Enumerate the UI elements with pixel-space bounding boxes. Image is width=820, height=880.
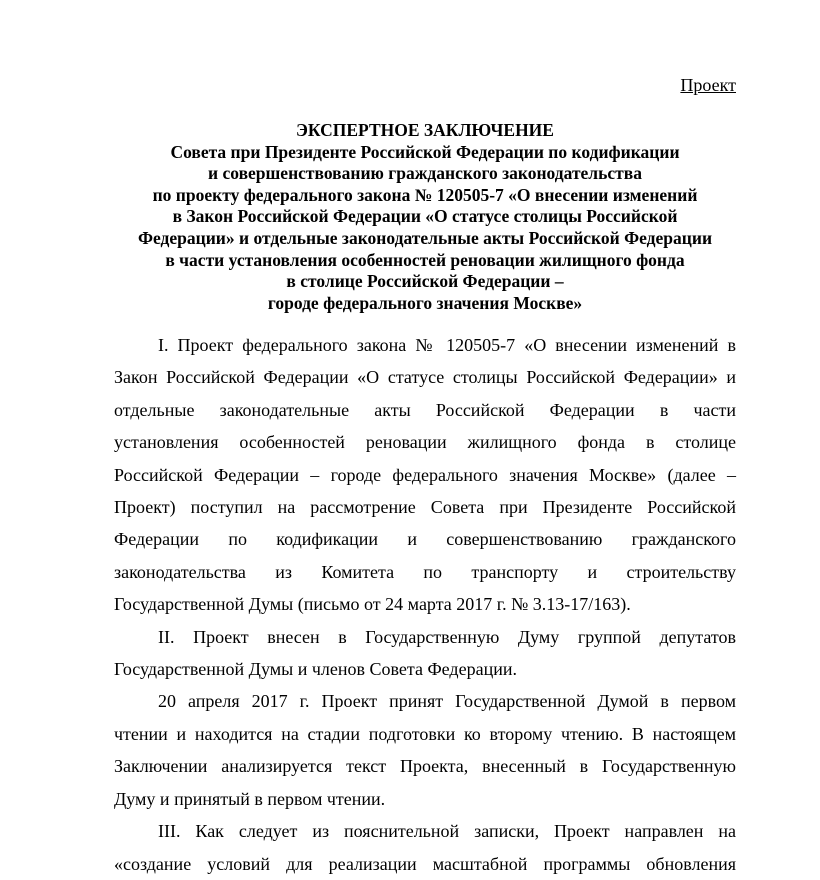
paragraph-line: Закон Российской Федерации «О статусе столицы Российской Федерации» и [114,367,736,388]
paragraph-line: «создание условий для реализации масштабной программы обновления [114,853,736,874]
paragraph-line: I. Проект федерального закона № 120505-7 «О внесении изменений в [158,335,736,355]
paragraph-line: Государственной Думы (письмо от 24 марта 2017 г. № 3.13-17/163). [114,594,631,615]
paragraph-line: отдельные законодательные акты Российской Федерации в части [114,399,736,420]
title-line: по проекту федерального закона № 120505-7 «О внесении изменений [152,184,698,205]
paragraph-1 [114,329,736,621]
paragraph-line: установления особенностей реновации жилищного фонда в столице [114,432,736,453]
paragraph-3 [114,685,736,815]
project-label: Проект [680,75,736,95]
paragraph-line: Федерации по кодификации и совершенствованию гражданского [114,529,736,550]
title-line: Совета при Президенте Российской Федерации по кодификации [170,141,680,162]
document-title [114,120,736,314]
title-line: в столице Российской Федерации – [286,271,564,292]
paragraph-line: III. Как следует из пояснительной записки, Проект направлен на [158,821,736,842]
paragraph-line: 20 апреля 2017 г. Проект принят Государственной Думой в первом [158,691,736,712]
document-body [114,329,736,880]
title-line: в Закон Российской Федерации «О статусе столицы Российской [172,206,678,227]
title-line: в части установления особенностей реновации жилищного фонда [165,249,685,270]
paragraph-line: чтении и находится на стадии подготовки ко второму чтению. В настоящем [114,723,736,744]
title-line: Федерации» и отдельные законодательные акты Российской Федерации [137,227,713,248]
paragraph-line: законодательства из Комитета по транспорту и строительству [114,561,736,582]
paragraph-4 [114,815,736,880]
paragraph-line: Думу и принятый в первом чтении. [114,788,386,809]
title-line: ЭКСПЕРТНОЕ ЗАКЛЮЧЕНИЕ [296,120,554,140]
paragraph-line: Российской Федерации – городе федерального значения Москве» (далее – [114,464,736,485]
paragraph-line: II. Проект внесен в Государственную Думу группой депутатов [158,626,736,647]
paragraph-line: Государственной Думы и членов Совета Федерации. [114,659,517,680]
paragraph-2 [114,621,736,686]
title-line: городе федерального значения Москве» [267,292,583,313]
title-line: и совершенствованию гражданского законодательства [208,163,642,184]
paragraph-line: Проект) поступил на рассмотрение Совета при Президенте Российской [114,497,736,518]
paragraph-line: Заключении анализируется текст Проекта, внесенный в Государственную [114,756,736,777]
